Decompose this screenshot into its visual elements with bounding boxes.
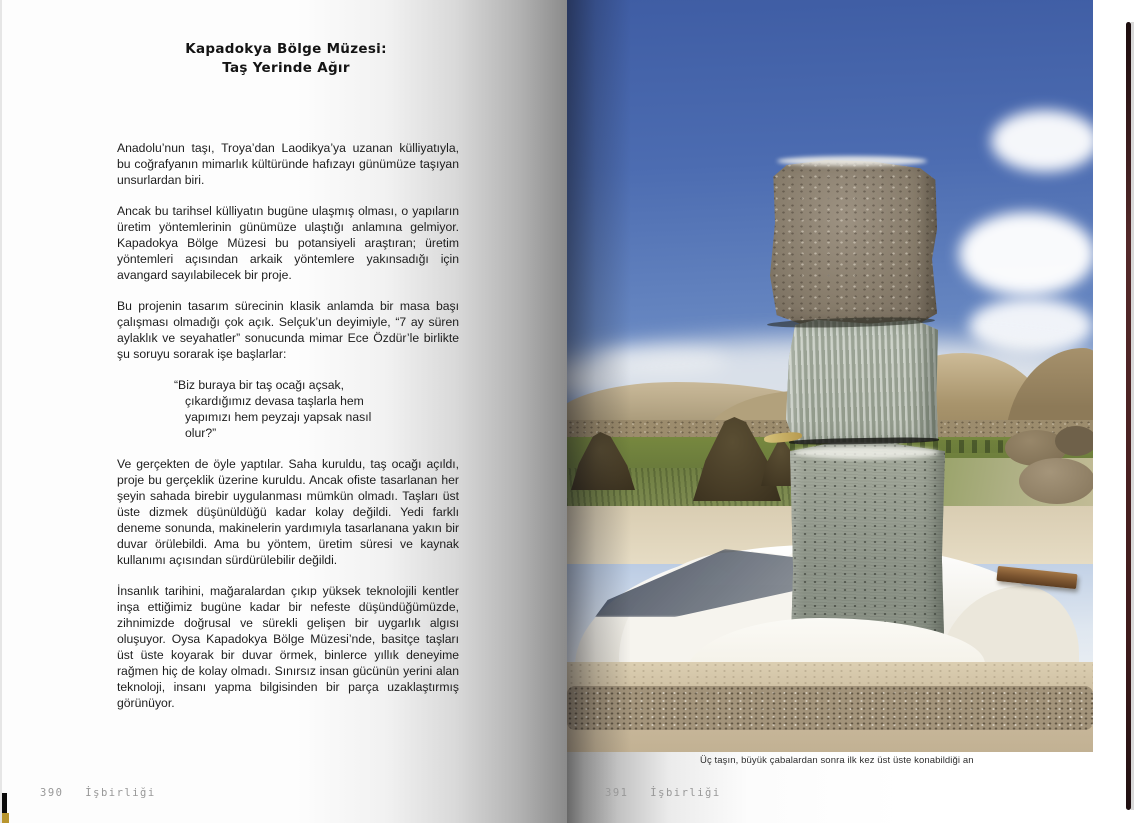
paragraph: Bu projenin tasarım sürecinin klasik anlamda bir masa başı çalışması olmadığı çok açık. Selçuk’un deyimiyle, “7 ay süren aylaklık ve seyahatler” sonucunda mimar Ece Özdür’le birlikte şu soruyu sorarak işe başlarlar: bbox=[117, 299, 459, 361]
section-label: İşbirliği bbox=[85, 787, 156, 799]
page-title bbox=[115, 40, 457, 78]
stone-block-top bbox=[770, 160, 937, 325]
paragraph: Ve gerçekten de öyle yaptılar. Saha kuruldu, taş ocağı açıldı, proje bu gerçeklik üzerine kuruldu. Ancak ofiste tasarlanan her şeyin sahada birebir uygulanması mümkün olmadı. Taşları üst üste dizmek düşünüldüğü kadar kolay değildi. Yedi farklı deneme sonunda, makinelerin yardımıyla tasarlanana yakın bir duvar örülebildi. Ama bu yöntem, üretim süresi ve kaynak kullanımı açısından sürdürülebilir değildi. bbox=[117, 457, 459, 567]
right-page bbox=[567, 0, 1134, 823]
stone-dust-highlight bbox=[793, 446, 939, 459]
cloud bbox=[959, 212, 1093, 296]
photo-stacked-stones bbox=[567, 0, 1093, 752]
book-corner-mark-gold bbox=[2, 813, 9, 823]
stone-top-highlight bbox=[777, 156, 927, 166]
boulder bbox=[1055, 426, 1093, 456]
paragraph: Anadolu’nun taşı, Troya’dan Laodikya’ya uzanan külliyatıyla, bu coğrafyanın mimarlık kültüründe hafızayı günümüze taşıyan unsurlardan biri. bbox=[117, 141, 459, 187]
gravel-foreground bbox=[567, 662, 1093, 752]
boulder bbox=[1019, 458, 1093, 504]
page-number: 390 bbox=[40, 787, 64, 799]
page-title-line-2: Taş Yerinde Ağır bbox=[222, 60, 350, 76]
pull-quote: “Biz buraya bir taş ocağı açsak, çıkardığımız devasa taşlarla hem yapımızı hem peyzajı yapsak nasıl olur?” bbox=[174, 378, 372, 440]
stone-block-middle bbox=[786, 320, 938, 444]
left-page-footer bbox=[40, 787, 156, 799]
cloud bbox=[991, 110, 1093, 172]
page-title-line-1: Kapadokya Bölge Müzesi: bbox=[185, 41, 387, 57]
section-label: İşbirliği bbox=[650, 787, 721, 799]
body-text-column bbox=[117, 140, 459, 726]
photo-caption: Üç taşın, büyük çabalardan sonra ilk kez üst üste konabildiği an bbox=[700, 755, 974, 766]
gutter-shadow bbox=[567, 0, 631, 752]
paragraph: Ancak bu tarihsel külliyatın bugüne ulaşmış olması, o yapıların üretim yöntemlerinin günümüze ulaştığı anlamına gelmiyor. Kapadokya Bölge Müzesi bu potansiyeli araştıran; üretim yöntemleri açısından arkaik yöntemlere yakınsadığı için avangard sayılabilecek bir proje. bbox=[117, 204, 459, 282]
right-page-footer bbox=[605, 787, 721, 799]
gravel-texture bbox=[567, 662, 1093, 688]
page-number: 391 bbox=[605, 787, 629, 799]
dark-gravel-band bbox=[567, 686, 1093, 730]
paragraph: İnsanlık tarihini, mağaralardan çıkıp yüksek teknolojili kentler inşa ettiğimiz bugüne kadar bir nefeste düşündüğümüzde, zihnimizde doğrusal ve sürekli gelişen bir uygarlık algısı oluşuyor. Oysa Kapadokya Bölge Müzesi’nde, basitçe taşları üst üste koyarak bir duvar örmek, binlerce yıllık deneyime rağmen hiç de kolay olmadı. Sınırsız insan gücünün yerini alan teknoloji, insanı yapma bilgisinden bir parça uzaklaştırmış görünüyor. bbox=[117, 584, 459, 710]
